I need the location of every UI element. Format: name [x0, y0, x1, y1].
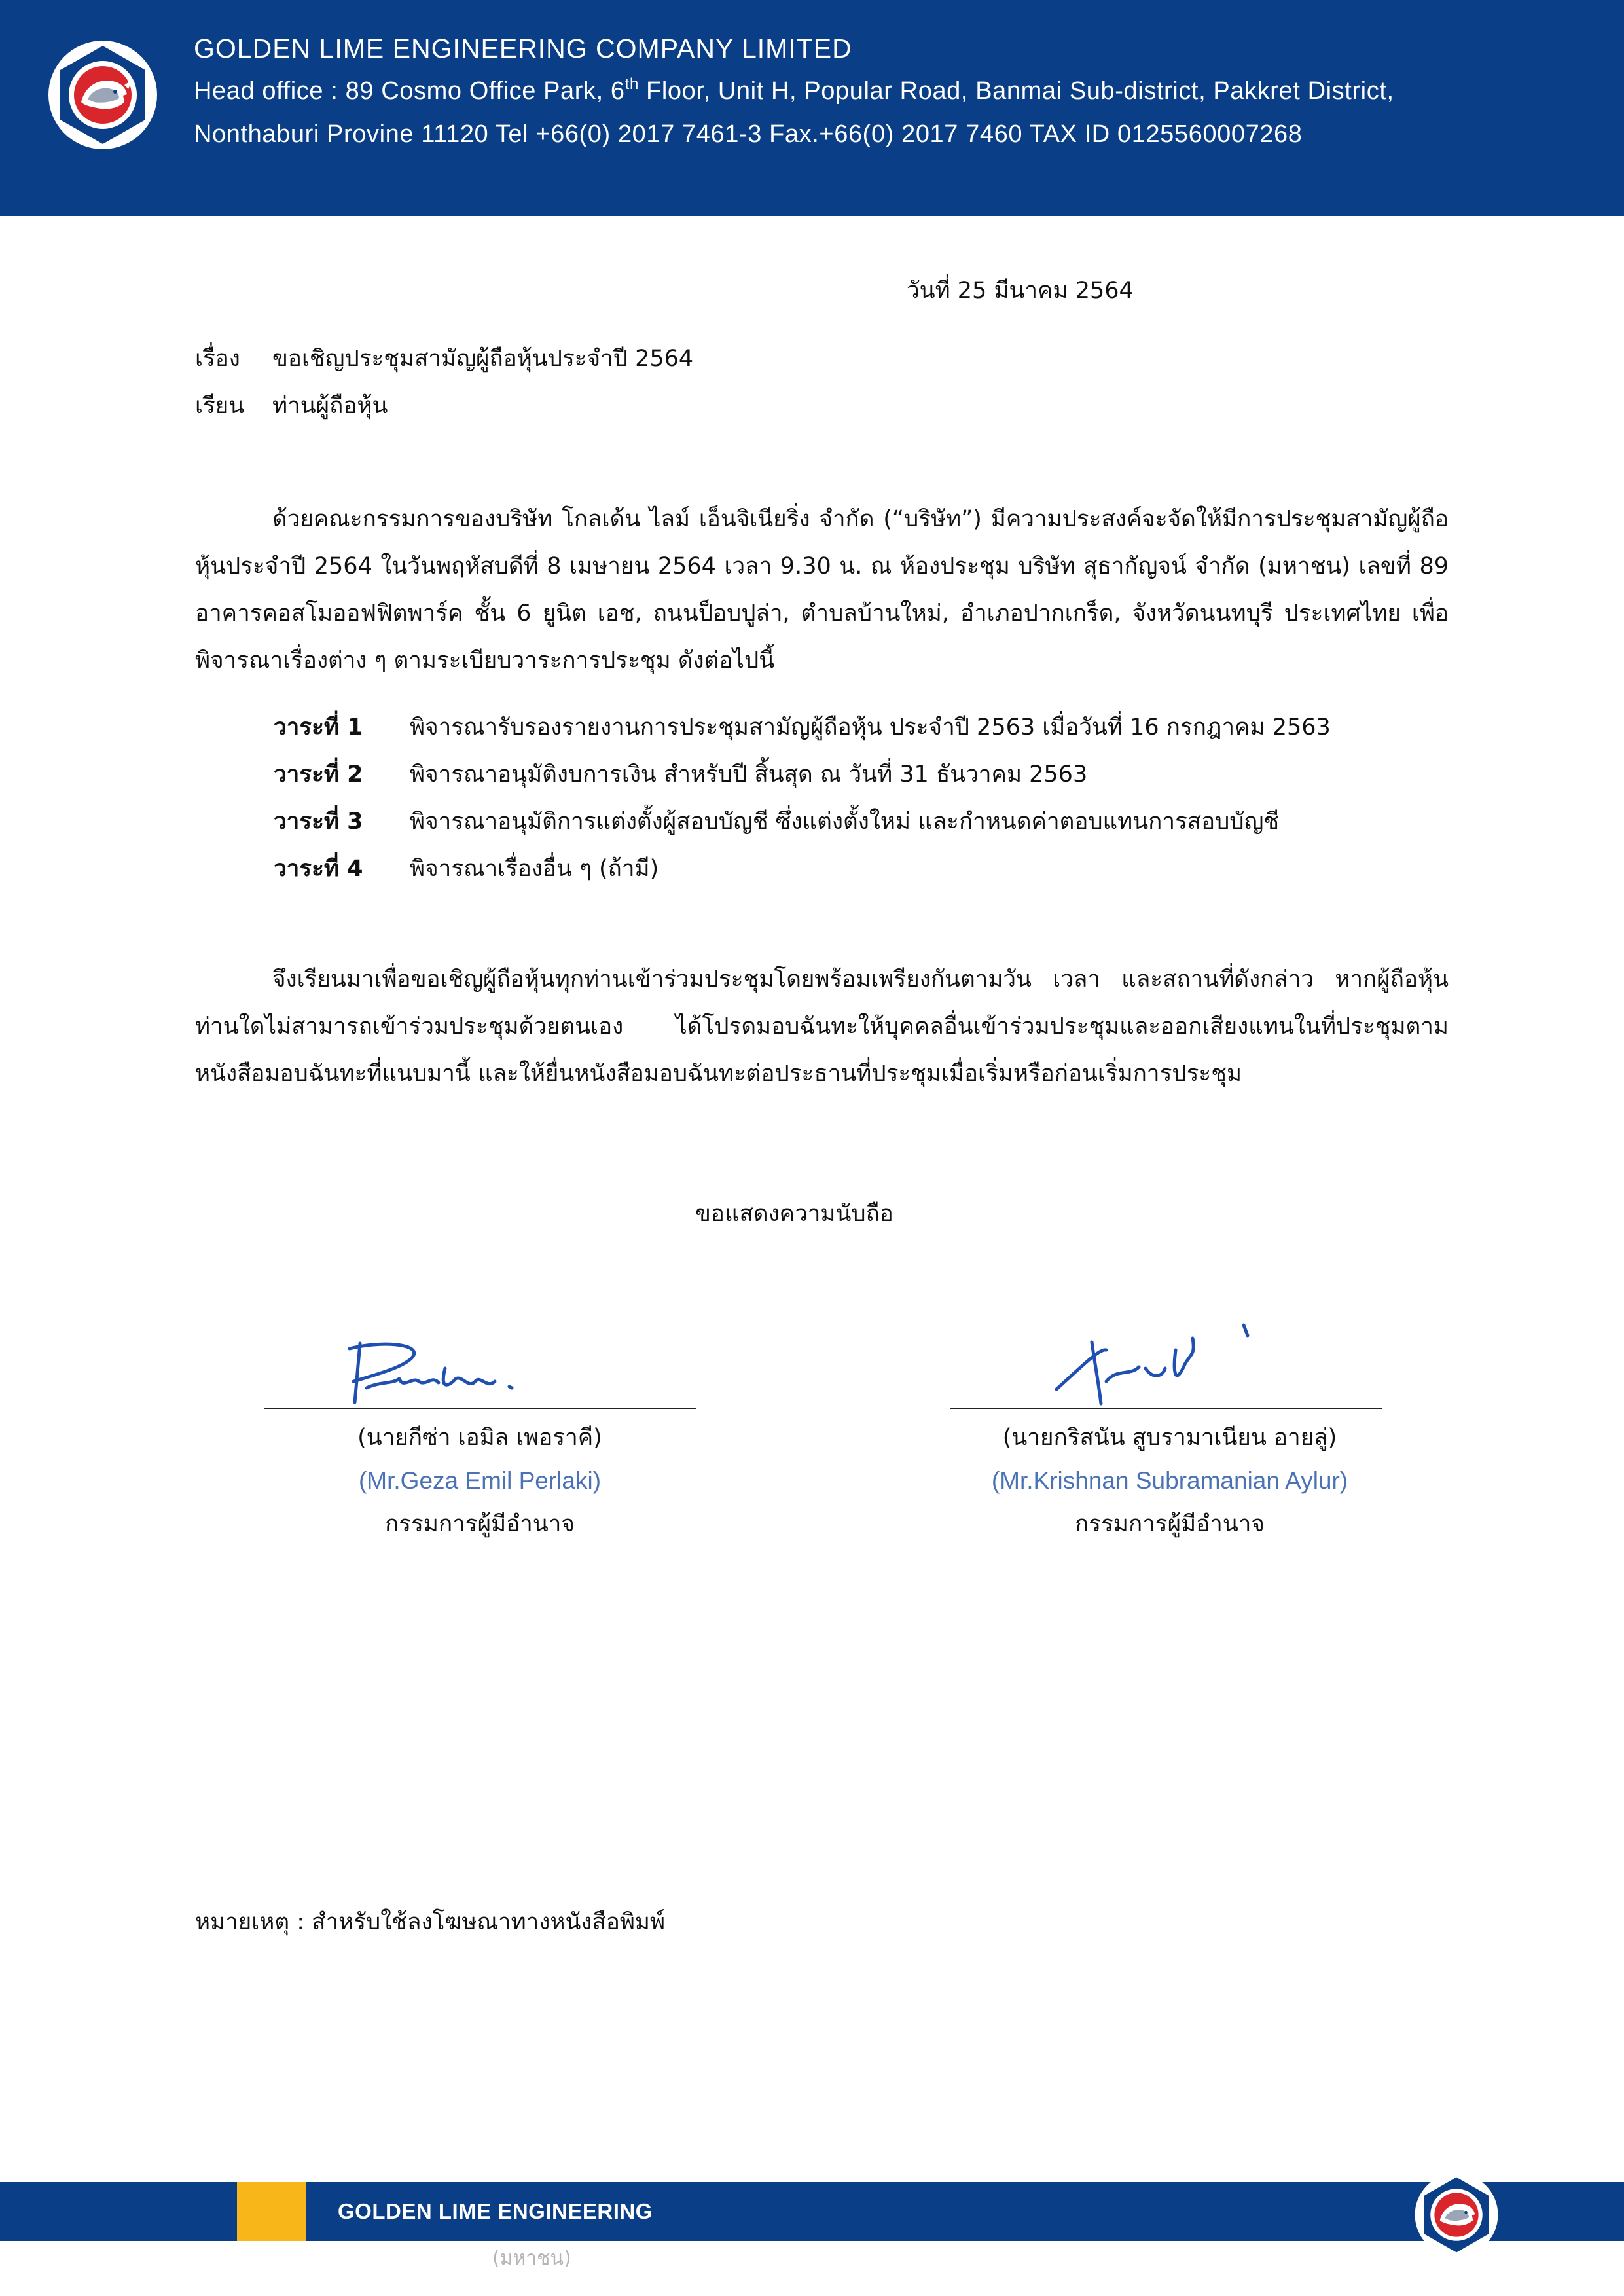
letter-date: วันที่ 25 มีนาคม 2564: [907, 278, 1134, 304]
signatory-name-english: (Mr.Geza Emil Perlaki): [358, 1467, 602, 1494]
signatory-1: [251, 1416, 709, 1546]
signature-2-icon: [1047, 1316, 1270, 1414]
letterhead-banner: [0, 0, 1624, 216]
recipient-label: เรียน: [195, 393, 245, 419]
agenda-text: พิจารณาอนุมัติงบการเงิน สำหรับปี สิ้นสุด ณ วันที่ 31 ธันวาคม 2563: [410, 761, 1088, 788]
recipient-text: ท่านผู้ถือหุ้น: [272, 393, 388, 419]
head-office-address: Head office : 89 Cosmo Office Park, 6th Floor, Unit H, Popular Road, Banmai Sub-district, Pakkret District,: [194, 75, 1394, 105]
signature-line: [950, 1408, 1382, 1409]
invitation-paragraph: ด้วยคณะกรรมการของบริษัท โกลเด้น ไลม์ เอ็นจิเนียริ่ง จำกัด (“บริษัท”) มีความประสงค์จะจัดให้มีการประชุมสามัญผู้ถือหุ้นประจำปี 2564 ในวันพฤหัสบดีที่ 8 เมษายน 2564 เวลา 9.30 น. ณ ห้องประชุม บริษัท สุธากัญจน์ จำกัด (มหาชน) เลขที่ 89 อาคารคอสโมออฟฟิตพาร์ค ชั้น 6 ยูนิต เอช, ถนนป็อบปูล่า, ตำบลบ้านใหม่, อำเภอปากเกร็ด, จังหวัดนนทบุรี ประเทศไทย เพื่อพิจารณาเรื่องต่าง ๆ ตามระเบียบวาระการประชุม ดังต่อไปนี้: [195, 506, 1449, 674]
signatory-2: [941, 1416, 1399, 1546]
footer-faded-text: (มหาชน): [492, 2247, 571, 2270]
signatory-title: กรรมการผู้มีอำนาจ: [1075, 1511, 1265, 1537]
footnote: หมายเหตุ : สำหรับใช้ลงโฆษณาทางหนังสือพิมพ์: [195, 1909, 666, 1935]
signatory-name-thai: (นายกริสนัน สูบรามาเนียน อายลู่): [1002, 1425, 1337, 1451]
agenda-label: วาระที่ 1: [274, 714, 363, 740]
closing-paragraph: จึงเรียนมาเพื่อขอเชิญผู้ถือหุ้นทุกท่านเข้าร่วมประชุมโดยพร้อมเพรียงกันตามวัน เวลา และสถานที่ดังกล่าว หากผู้ถือหุ้นท่านใดไม่สามารถเข้าร่วมประชุมด้วยตนเอง ได้โปรดมอบฉันทะให้บุคคลอื่นเข้าร่วมประชุมและออกเสียงแทนในที่ประชุมตามหนังสือมอบฉันทะที่แนบมานี้ และให้ยื่นหนังสือมอบฉันทะต่อประธานที่ประชุมเมื่อเริ่มหรือก่อนเริ่มการประชุม: [195, 966, 1449, 1087]
footer-accent-block: [237, 2182, 306, 2241]
closing-salutation: ขอแสดงความนับถือ: [695, 1201, 893, 1227]
agenda-text: พิจารณาอนุมัติการแต่งตั้งผู้สอบบัญชี ซึ่งแต่งตั้งใหม่ และกำหนดค่าตอบแทนการสอบบัญชี: [410, 809, 1280, 835]
subject-text: ขอเชิญประชุมสามัญผู้ถือหุ้นประจำปี 2564: [272, 346, 694, 372]
agenda-text: พิจารณาเรื่องอื่น ๆ (ถ้ามี): [410, 856, 659, 882]
agenda-text: พิจารณารับรองรายงานการประชุมสามัญผู้ถือหุ้น ประจำปี 2563 เมื่อวันที่ 16 กรกฎาคม 2563: [410, 714, 1331, 740]
agenda-label: วาระที่ 2: [274, 761, 363, 788]
agenda-label: วาระที่ 4: [274, 856, 363, 882]
signatory-title: กรรมการผู้มีอำนาจ: [385, 1511, 575, 1537]
signatory-name-thai: (นายกีซ่า เอมิล เพอราคี): [357, 1425, 602, 1451]
company-name: GOLDEN LIME ENGINEERING COMPANY LIMITED: [194, 33, 852, 64]
footer-logo-icon: [1414, 2172, 1499, 2257]
footer-company-name: GOLDEN LIME ENGINEERING: [338, 2199, 653, 2223]
contact-and-tax-id: Nonthaburi Provine 11120 Tel +66(0) 2017 7461-3 Fax.+66(0) 2017 7460 TAX ID 0125560007268: [194, 120, 1303, 148]
subject-label: เรื่อง: [195, 346, 240, 372]
signatory-name-english: (Mr.Krishnan Subramanian Aylur): [991, 1467, 1348, 1494]
company-logo-icon: [47, 39, 158, 151]
signature-line: [264, 1408, 696, 1409]
agenda-label: วาระที่ 3: [274, 809, 363, 835]
signature-1-icon: [340, 1329, 537, 1414]
